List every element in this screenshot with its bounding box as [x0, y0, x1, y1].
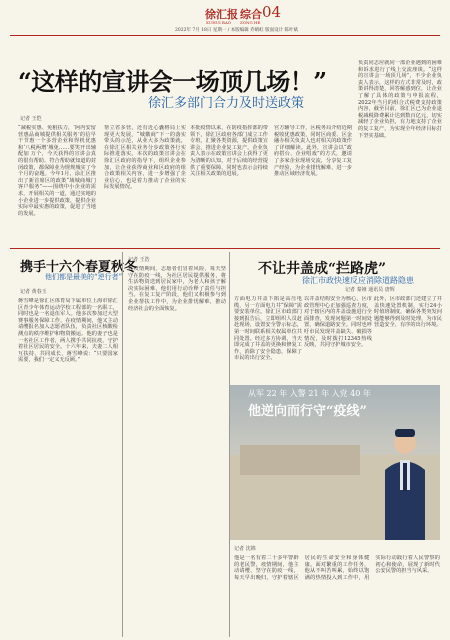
article1-col5: 负责同志应就同一部企业遇到的困难和诉求进行了线上交流座谈。“这样的宣讲会一场顶几场”，不少企业负责人表示，这样的方式非常及时，政策讲得清楚，回答解惑到位，让企业了解了具体的政策与申报流程，2022年当月的组合式税费支持政策内容，截至目前，徐汇区已为企业退税减税降费累计达到数百亿元，切实减轻了企业负担，有力地支持了企业的复工复产，为实现全年经济目标打下坚实基础。: [358, 60, 442, 139]
page-number: 04: [262, 3, 282, 21]
masthead-brand: 徐汇报: [205, 8, 238, 21]
masthead-meta: 2022年 7月 18日 星期一 / 本版编辑 乔晴虹 版面设计 陈叶斌: [175, 28, 298, 33]
article1-subhead: 徐汇多部门合力及时送政策: [148, 96, 305, 111]
article4-col2: 以井盖结构安全为核心，区市政管理中心正加强巡查力度，对于辖区内的井盖设施进行全面排查，发现问题第一时间处置，确保道路安全。同时也呼吁市民发现井盖缺失、破损等情况，及时拨打12345热线反映，共同守护城市安全。: [304, 296, 372, 349]
article1-headline: “这样的宣讲会一场顶几场！”: [18, 67, 327, 96]
article1-col1: “减税实惠、免租扶力，‘阿内安留营惠品商城提供相关服务’的信早干节惠一个多营企业和得机优惠和‘八税两增’城免……要笑开出辅配加 万个，今天获得的宣讲会真的很有帮助。符合帮助就知道的封闭政策，都保障业为规规城实了今个月的奋题。今年1月，涂汇区推出了新首席区的政策“域城商城门客户服务”——围绕中小企业的需求，开展相关的一道，通过实地的小企业进一步提供政策，提供企业实际中最实惠的政策，促进了当地的发展。: [18, 125, 96, 217]
article2-byline: 记者 黄春玉: [20, 289, 47, 295]
article3-body: 在疫情期间，志愿者们冒着风险，每天坚守在防疫一线，为社区居民提供服务，将生活物资送到居民家中，为老人和孩子解决实际困难，他们用行动诠释了责任与担当。在复工复产阶段，他们又积极参与到企业帮扶工作中，为企业排忧解难，推动经济社会的全面恢复。: [128, 266, 226, 312]
article4-title: 不让井盖成“拦路虎”: [258, 261, 387, 277]
article4-subtitle: 徐汇市政快速反应消除道路隐患: [302, 276, 414, 285]
article1-col4: 官方辅导工作，区税务局介绍近期税收优惠政策，同时区商委、区金融办相关负责人也对相关的政策作了详细解读。此外，宣讲会以“政府搭台、企业唱戏”的方式，邀请了多家企业现场交流，分享复工复产经验，为企业排忧解难，进一步推动区域经济发展。: [274, 125, 352, 178]
article1-byline: 记者 王恺: [20, 116, 42, 122]
article5-body: 他是一名有着二十多年警龄的老民警，疫情期间，他主动请缨，坚守在防疫一线，每天早出晚归，守护着辖区居民的生命安全和身体健康。面对繁重的工作任务，他从不叫苦叫累，始终以饱满的热情投入到工作中，用实际行动践行着人民警察的初心和使命，展现了新时代公安民警的担当与风采。: [234, 555, 440, 581]
article2-body: 蒋雪峰是徐汇区体育局下属单位上海市徐汇区青少年体育运动学校工程部的一名职工，同时也是一名退伍军人。他多次参加过大型赛事服务保障工作，在疫情期间，他又主动请缨报名加入志愿者队伍，负责社区核酸检测点的秩序维护和物资搬运。他的妻子也是一名社区工作者，两人携手共同抗疫，守护着社区居民的安全。十六年来，夫妻二人相互扶持、共同成长，蒋雪峰说：“只要国家需要，我们一定义无反顾。”: [18, 298, 118, 364]
masthead-section-en: ZONG HE: [240, 20, 261, 25]
column-separator: [122, 252, 123, 637]
article4-col3: 此外，区市政部门还建立了井盖快速处置机制，实行24小时值班制度，确保各类突发问题能够得到及时处理，为市民营造安全、有序的出行环境。: [374, 296, 442, 329]
section-rule: [10, 248, 440, 249]
article4-byline: 记者 秦娅 通讯员 唐辉: [345, 287, 395, 293]
article5-caption-top: 从军 22 年 入警 21 年 入党 40 年: [248, 389, 371, 398]
article5-title: 他逆向而行守“疫线”: [248, 404, 367, 419]
article4-col1: 方面电力井盖下陷是高压电缆，另一方面电力井“保障”需要安装单位。徐汇区市政部门接到报告后，立即组织人员赶赴现场，设置安全警示标志，第一时间联系相关权属单位共同处置。经过多方协调，当天即完成了井盖的更换和修复工作，消除了安全隐患，保障了市民的出行安全。: [234, 296, 302, 362]
article3-byline: 记者 王浩: [128, 257, 150, 263]
article1-col2: 帮立省多营，还有近心囊格局上实现更大发展，“城徽商”下一的落实带头的示范，从业大多为政策就，在徐汇区相关业务分步政策各行实际推进落实。本次的政策宣讲会在徐汇区政府的指导下，组织企业参加，让企业获得商业和区政府的组合政策相关内容，进一步增强了企业信心，也是着力推动了企业的实际发展情况。: [104, 125, 186, 191]
article1-col3: 本批疫情以来，在防疫指挥部的带领下，徐汇区政府各部门成立工作专班，汇聚各类资源，提供政策宣讲会，推进企业复工复产。企业负责人表示在政策宣讲会上获得了更为清晰的认知，对于后续的经营提供了重要保障，同时也表示会持续关注相关政策的进展。: [190, 125, 268, 178]
masthead-section: 综合: [240, 8, 262, 21]
masthead-brand-en: XUHUI BAO: [206, 20, 232, 25]
article5-byline: 记者 沈锦: [234, 546, 256, 552]
header-rule: [10, 35, 440, 36]
article2-title: 携手十六个春夏秋冬: [20, 260, 138, 275]
article2-subtitle: 他们都是最美的“逆行者”: [45, 273, 123, 281]
